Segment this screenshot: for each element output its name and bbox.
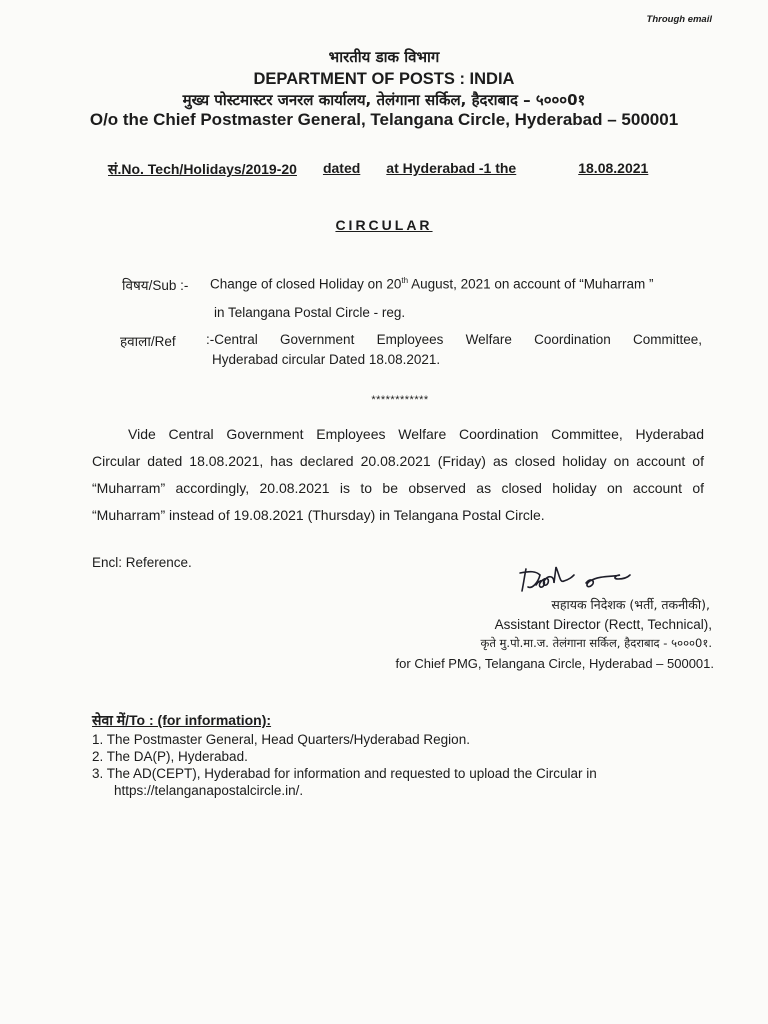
- distribution-heading: सेवा में/To : (for information):: [92, 712, 272, 728]
- ref-label: हवाला/Ref: [120, 334, 176, 349]
- subject-line-1-pre: Change of closed Holiday on 20: [210, 276, 402, 292]
- distribution-item: 2. The DA(P), Hyderabad.: [92, 749, 248, 764]
- body-line-3: “Muharram” accordingly, 20.08.2021 is to be observed as closed holiday on account of: [92, 480, 704, 496]
- body-line-4: “Muharram” instead of 19.08.2021 (Thursday) in Telangana Postal Circle.: [92, 507, 545, 523]
- circular-title: CIRCULAR: [335, 217, 433, 233]
- separator-stars: ************: [371, 394, 429, 406]
- reference-date: 18.08.2021: [578, 160, 649, 176]
- hindi-office-title: मुख्य पोस्टमास्टर जनरल कार्यालय, तेलंगाना सर्किल, हैदराबाद – ५०००0१: [182, 91, 586, 109]
- through-email-note: Through email: [646, 14, 712, 25]
- hindi-department-title: भारतीय डाक विभाग: [328, 48, 440, 66]
- reference-line: [108, 160, 678, 179]
- subject-line-2: in Telangana Postal Circle - reg.: [214, 305, 406, 320]
- signature-hindi-designation: सहायक निदेशक (भर्ती, तकनीकी),: [551, 597, 710, 612]
- signature-for: for Chief PMG, Telangana Circle, Hyderabad – 500001.: [395, 656, 714, 671]
- distribution-list: [92, 731, 597, 799]
- subject-line-1-post: August, 2021 on account of “Muharram ”: [408, 276, 654, 292]
- distribution-item-link: https://telanganapostalcircle.in/.: [114, 783, 304, 798]
- ref-line-1: :-Central Government Employees Welfare Coordination Committee,: [206, 332, 702, 347]
- reference-dated: dated: [322, 160, 361, 176]
- office-title: O/o the Chief Postmaster General, Telangana Circle, Hyderabad – 500001: [89, 110, 679, 129]
- subject-line-1: [210, 276, 653, 292]
- signature-hindi-for: कृते मु.पो.मा.ज. तेलंगाना सर्किल, हैदराबाद - ५०००0१.: [480, 636, 712, 650]
- enclosure-note: Encl: Reference.: [92, 555, 192, 570]
- body-line-2: Circular dated 18.08.2021, has declared 20.08.2021 (Friday) as closed holiday on account of: [92, 453, 704, 469]
- subject-line-1-sup: th: [401, 276, 409, 285]
- ref-line-2: Hyderabad circular Dated 18.08.2021.: [212, 352, 441, 367]
- distribution-item: 3. The AD(CEPT), Hyderabad for information and requested to upload the Circular in: [92, 766, 597, 781]
- body-paragraph: [92, 421, 704, 529]
- department-title: DEPARTMENT OF POSTS : INDIA: [253, 70, 515, 88]
- distribution-item: 1. The Postmaster General, Head Quarters/Hyderabad Region.: [92, 732, 470, 747]
- reference-place: at Hyderabad -1 the: [386, 160, 517, 176]
- reference-number: सं.No. Tech/Holidays/2019-20: [108, 161, 297, 177]
- signature-designation: Assistant Director (Rectt, Technical),: [494, 617, 712, 632]
- body-line-1: Vide Central Government Employees Welfare Coordination Committee, Hyderabad: [128, 426, 704, 442]
- subject-label: विषय/Sub :-: [122, 278, 189, 293]
